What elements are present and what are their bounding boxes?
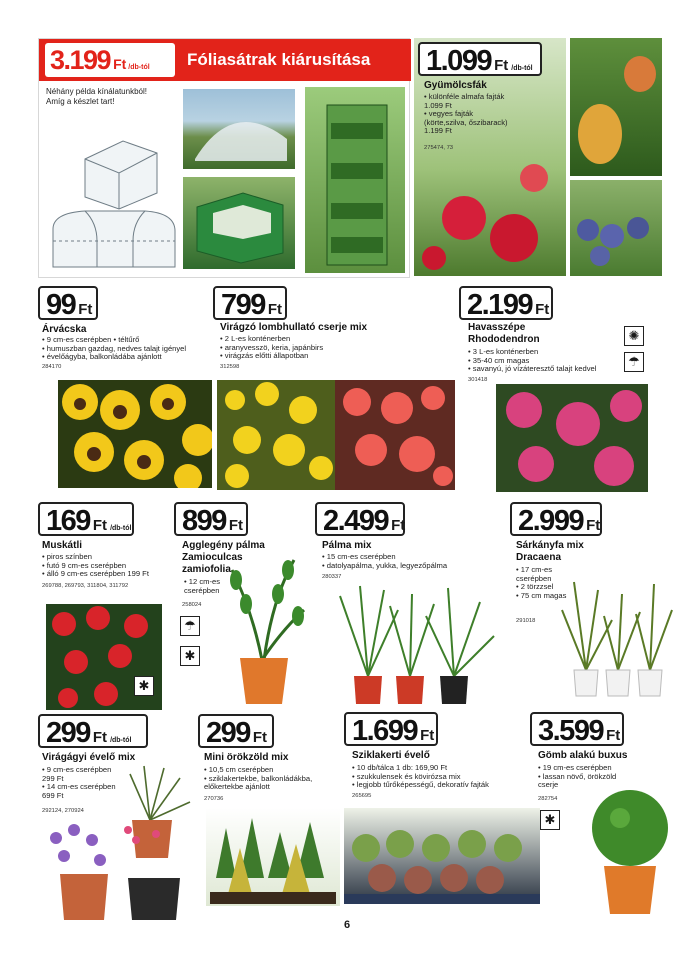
product-desc-cserje	[220, 335, 370, 361]
buxus-ball-photo	[590, 782, 670, 918]
price-currency: Ft	[606, 727, 621, 744]
product-desc-fruit	[424, 93, 514, 136]
price-tag-fruit	[418, 42, 542, 76]
price-tag-szikla	[344, 712, 438, 746]
snowflake-icon: ✱	[134, 676, 154, 696]
price-value: 299	[46, 717, 90, 749]
price-currency: Ft	[391, 517, 406, 534]
watering-can-icon: ☂	[180, 616, 200, 636]
desc-item: • 15 cm-es cserépben	[322, 553, 482, 562]
price-tag-gomb	[530, 712, 624, 746]
watering-can-icon: ☂	[624, 352, 644, 372]
product-desc-muskatli	[42, 553, 182, 579]
price-value: 2.499	[323, 505, 389, 537]
price-unit: /db-tól	[110, 737, 132, 744]
product-title-muskatli: Muskátli	[42, 540, 83, 551]
price-value: 3.599	[538, 715, 604, 747]
price-unit: /db-tól	[110, 525, 132, 532]
desc-item: • 35-40 cm magas	[468, 357, 618, 366]
rhododendron-photo	[496, 384, 648, 492]
price-unit: /db-tól	[511, 65, 533, 72]
desc-item: • vegyes fajták (körte,szilva, őszibarack) 1.199 Ft	[424, 110, 514, 136]
product-code-arvacska: 284170	[42, 364, 62, 370]
desc-item: • datolyapálma, yukka, legyezőpálma	[322, 562, 482, 571]
desc-item: • különféle almafa fajták 1.099 Ft	[424, 93, 514, 110]
product-code-orokzold: 270736	[204, 796, 224, 802]
price-value: 899	[182, 505, 226, 537]
product-desc-rhodo	[468, 348, 618, 374]
product-title-szikla: Sziklakerti évelő	[352, 750, 430, 761]
product-code-rhodo: 301418	[468, 377, 488, 383]
snowflake-icon: ✱	[180, 646, 200, 666]
price-tag-palma	[315, 502, 405, 536]
desc-item: • lassan növő, örökzöld cserje	[538, 773, 634, 790]
palm-mix-photo	[330, 576, 500, 708]
product-title-zamio: Agglegény pálma Zamioculcas zamiofolia	[182, 540, 265, 575]
price-value: 1.699	[352, 715, 418, 747]
desc-item: • 14 cm-es cserépben 699 Ft	[42, 783, 116, 800]
price-currency: Ft	[586, 517, 601, 534]
price-currency: Ft	[420, 727, 435, 744]
rock-garden-tray-photo	[344, 808, 540, 904]
price-currency: Ft	[267, 301, 283, 318]
price-value: 1.099	[426, 45, 492, 77]
price-value: 2.999	[518, 505, 584, 537]
price-value: 799	[221, 289, 265, 321]
banner-note-line: Amíg a készlet tart!	[46, 97, 115, 106]
desc-item: • évelőágyba, balkonládába ajánlott	[42, 353, 222, 362]
product-title-cserje: Virágzó lombhullató cserje mix	[220, 322, 368, 333]
desc-item: • humuszban gazdag, nedves talajt igényel	[42, 345, 222, 354]
product-code-palma: 280337	[322, 574, 342, 580]
zamioculcas-photo	[212, 550, 312, 710]
conifer-mix-photo	[206, 808, 340, 906]
banner-note	[46, 87, 147, 107]
pansy-photo	[58, 380, 212, 488]
price-tag-cserje	[213, 286, 287, 320]
product-code-szikla: 265695	[352, 793, 372, 799]
price-value: 99	[46, 289, 76, 321]
perennial-mix-photo	[40, 760, 200, 926]
forsythia-photo	[217, 380, 335, 490]
product-title-orokzold: Mini örökzöld mix	[204, 752, 289, 763]
product-title-rhodo: Havasszépe Rhododendron	[468, 322, 540, 345]
desc-item: • 10,5 cm cserépben	[204, 766, 334, 775]
desc-item: • 75 cm magas	[516, 592, 568, 601]
price-tag-arvacska	[38, 286, 98, 320]
desc-item: • 10 db/tálca 1 db: 169,90 Ft	[352, 764, 502, 773]
price-currency: Ft	[92, 729, 108, 746]
price-unit: /db-tól	[128, 64, 150, 71]
price-currency: Ft	[113, 56, 127, 72]
desc-item: • szukkulensek és kövirózsa mix	[352, 773, 502, 782]
dracaena-photo	[552, 570, 676, 708]
desc-item: • virágzás előtti állapotban	[220, 352, 370, 361]
product-title-evelo: Virágágyi évelő mix	[42, 752, 136, 763]
product-title-arvacska: Árvácska	[42, 324, 87, 335]
desc-item: • 17 cm-es cserépben	[516, 566, 568, 583]
banner-title: Fóliasátrak kiárusítása	[187, 50, 371, 69]
product-code-muskatli: 269788, 269793, 311804, 311792	[42, 583, 129, 589]
price-currency: Ft	[92, 517, 108, 534]
product-title-gomb: Gömb alakú buxus	[538, 750, 628, 761]
product-title-dracaena: Sárkányfa mix Dracaena	[516, 540, 584, 563]
price-value: 2.199	[467, 289, 533, 321]
price-currency: Ft	[535, 301, 550, 318]
price-tag-dracaena	[510, 502, 602, 536]
product-title-fruit: Gyümölcsfák	[424, 80, 487, 91]
product-desc-szikla	[352, 764, 502, 790]
price-tag-muskatli	[38, 502, 134, 536]
product-code-cserje: 312598	[220, 364, 240, 370]
quince-photo	[335, 380, 455, 490]
desc-item: • 9 cm-es cserépben • téltűrő	[42, 336, 222, 345]
product-code-zamio: 258024	[182, 602, 202, 608]
greenhouse-photo	[305, 87, 405, 273]
banner-price-tag	[45, 43, 175, 77]
price-tag-orokzold	[198, 714, 274, 748]
desc-item: • legjobb tűrőképességű, dekoratív fajták	[352, 781, 502, 790]
plum-photo	[570, 180, 662, 276]
desc-item: • 9 cm-es cserépben 299 Ft	[42, 766, 116, 783]
price-currency: Ft	[228, 517, 244, 534]
product-code-dracaena: 291018	[516, 618, 536, 624]
banner-note-line: Néhány példa kínálatunkból!	[46, 87, 147, 96]
product-code-gomb: 282754	[538, 796, 558, 802]
page-number: 6	[344, 919, 351, 931]
greenhouse-banner	[38, 38, 410, 278]
product-desc-palma	[322, 553, 482, 570]
desc-item: • 2 törzzsel	[516, 583, 568, 592]
price-tag-rhodo	[459, 286, 553, 320]
product-code-evelo: 292124, 270924	[42, 808, 84, 814]
product-code-fruit: 275474, 73	[424, 145, 454, 151]
desc-item: • 12 cm-es cserépben	[184, 578, 240, 595]
desc-item: • aranyvesszö, keria, japánbirs	[220, 344, 370, 353]
desc-item: • 2 L-es konténerben	[220, 335, 370, 344]
price-value: 169	[46, 505, 90, 537]
price-tag-evelo	[38, 714, 148, 748]
desc-item: • 3 L-es konténerben	[468, 348, 618, 357]
product-title-palma: Pálma mix	[322, 540, 372, 551]
desc-item: • álló 9 cm-es cserépben 199 Ft	[42, 570, 182, 579]
product-desc-orokzold	[204, 766, 334, 792]
desc-item: • sziklakertekbe, balkonládákba, előkertekbe ajánlott	[204, 775, 334, 792]
desc-item: • savanyú, jó vízáteresztő talajt kedvel	[468, 365, 618, 374]
sun-icon: ✺	[624, 326, 644, 346]
desc-item: • 19 cm-es cserépben	[538, 764, 634, 773]
price-value: 3.199	[50, 45, 111, 75]
product-desc-arvacska	[42, 336, 222, 362]
greenhouse-illustration	[45, 111, 183, 273]
snowflake-icon: ✱	[540, 810, 560, 830]
price-value: 299	[206, 717, 250, 749]
price-currency: Ft	[78, 301, 93, 318]
price-tag-zamio	[174, 502, 248, 536]
greenhouse-photo	[183, 177, 295, 269]
price-currency: Ft	[494, 57, 509, 74]
greenhouse-photo	[183, 89, 295, 169]
desc-item: • piros színben	[42, 553, 182, 562]
desc-item: • futó 9 cm-es cserépben	[42, 562, 182, 571]
pear-photo	[570, 38, 662, 176]
price-currency: Ft	[252, 729, 268, 746]
